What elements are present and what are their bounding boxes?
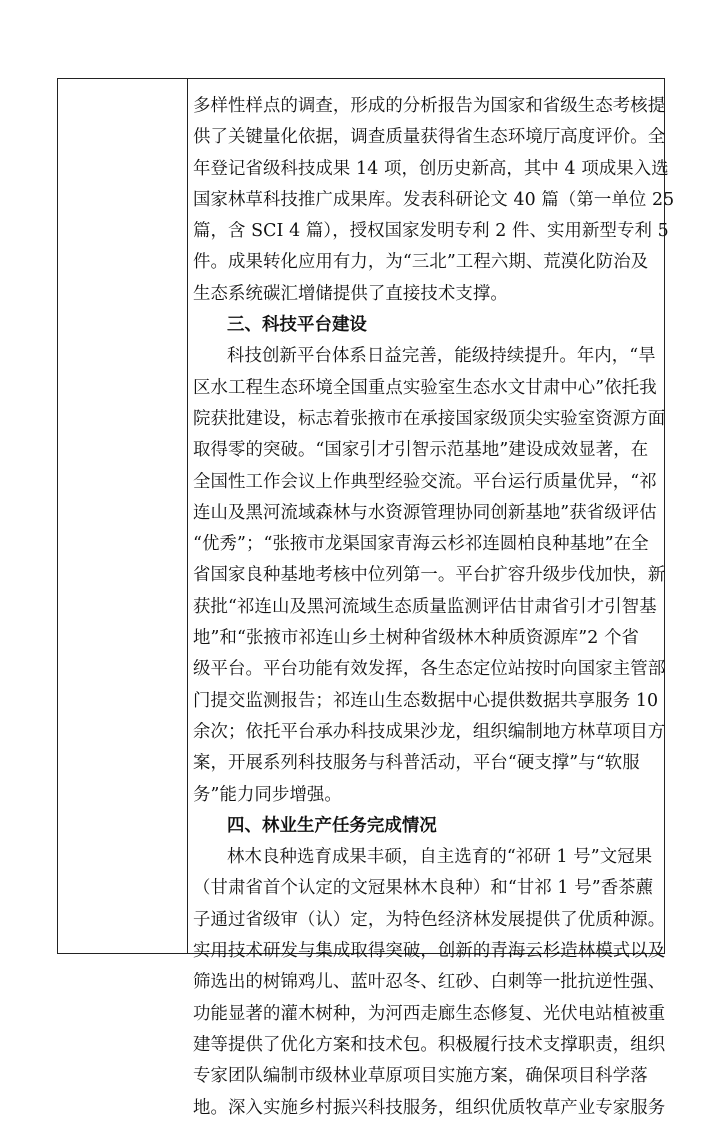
body-text-line: 连山及黑河流域森林与水资源管理协同创新基地”获省级评估 [193, 502, 657, 523]
body-text-line: 地”和“张掖市祁连山乡土树种省级林木种质资源库”2 个省 [193, 628, 640, 649]
body-text-line: 功能显著的灌木树种，为河西走廊生态修复、光伏电站植被重 [193, 1003, 666, 1024]
body-text-line: 院获批建设，标志着张掖市在承接国家级顶尖实验室资源方面 [193, 408, 666, 429]
body-text-line: 区水工程生态环境全国重点实验室生态水文甘肃中心”依托我 [193, 377, 657, 398]
body-text-line: “优秀”；“张掖市龙渠国家青海云杉祁连圆柏良种基地”在全 [193, 534, 649, 555]
body-text-line: 获批“祁连山及黑河流域生态质量监测评估甘肃省引才引智基 [193, 596, 657, 617]
body-text-line: 务”能力同步增强。 [193, 784, 342, 805]
body-text-line: 实用技术研发与集成取得突破，创新的青海云杉造林模式以及 [193, 941, 666, 962]
body-text-line: 全国性工作会议上作典型经验交流。平台运行质量优异，“祁 [193, 471, 657, 492]
table-label-column [58, 79, 188, 953]
body-text-line: 子通过省级审（认）定，为特色经济林发展提供了优质种源。 [193, 909, 666, 930]
body-text-line: 件。成果转化应用有力，为“三北”工程六期、荒漠化防治及 [193, 252, 649, 273]
body-text-line: 篇，含 SCI 4 篇），授权国家发明专利 2 件、实用新型专利 5 [193, 221, 669, 242]
body-text-line: 科技创新平台体系日益完善，能级持续提升。年内，“旱 [227, 346, 656, 367]
body-text-line: 余次；依托平台承办科技成果沙龙，组织编制地方林草项目方 [193, 721, 666, 742]
body-text-line: 地。深入实施乡村振兴科技服务，组织优质牧草产业专家服务 [193, 1097, 666, 1118]
body-text-line: 多样性样点的调查，形成的分析报告为国家和省级生态考核提 [193, 96, 666, 116]
body-text-line: 省国家良种基地考核中位列第一。平台扩容升级步伐加快，新 [193, 565, 666, 586]
section-heading: 四、林业生产任务完成情况 [227, 815, 437, 836]
body-text-line: 建等提供了优化方案和技术包。积极履行技术支撑职责，组织 [193, 1034, 666, 1055]
body-text-line: 国家林草科技推广成果库。发表科研论文 40 篇（第一单位 25 [193, 189, 675, 210]
body-text-line: 林木良种选育成果丰硕，自主选育的“祁研 1 号”文冠果 [227, 847, 653, 868]
report-body-text [193, 91, 675, 1124]
body-text-line: 供了关键量化依据，调查质量获得省生态环境厅高度评价。全 [193, 127, 666, 148]
report-table [57, 78, 675, 1118]
body-text-line: 筛选出的树锦鸡儿、蓝叶忍冬、红砂、白刺等一批抗逆性强、 [193, 972, 666, 993]
section-heading: 三、科技平台建设 [227, 315, 367, 336]
body-text-line: 门提交监测报告；祁连山生态数据中心提供数据共享服务 10 [193, 690, 659, 711]
body-text-line: （甘肃省首个认定的文冠果林木良种）和“甘祁 1 号”香茶藨 [193, 878, 654, 899]
body-text-line: 级平台。平台功能有效发挥，各生态定位站按时向国家主管部 [193, 659, 666, 680]
body-text-line: 取得零的突破。“国家引才引智示范基地”建设成效显著，在 [193, 440, 649, 461]
body-text-line: 生态系统碳汇增储提供了直接技术支撑。 [193, 283, 508, 304]
body-text-line: 专家团队编制市级林业草原项目实施方案，确保项目科学落 [193, 1066, 648, 1087]
body-text-line: 案，开展系列科技服务与科普活动，平台“硬支撑”与“软服 [193, 753, 640, 774]
body-text-line: 年登记省级科技成果 14 项，创历史新高，其中 4 项成果入选 [193, 158, 669, 179]
